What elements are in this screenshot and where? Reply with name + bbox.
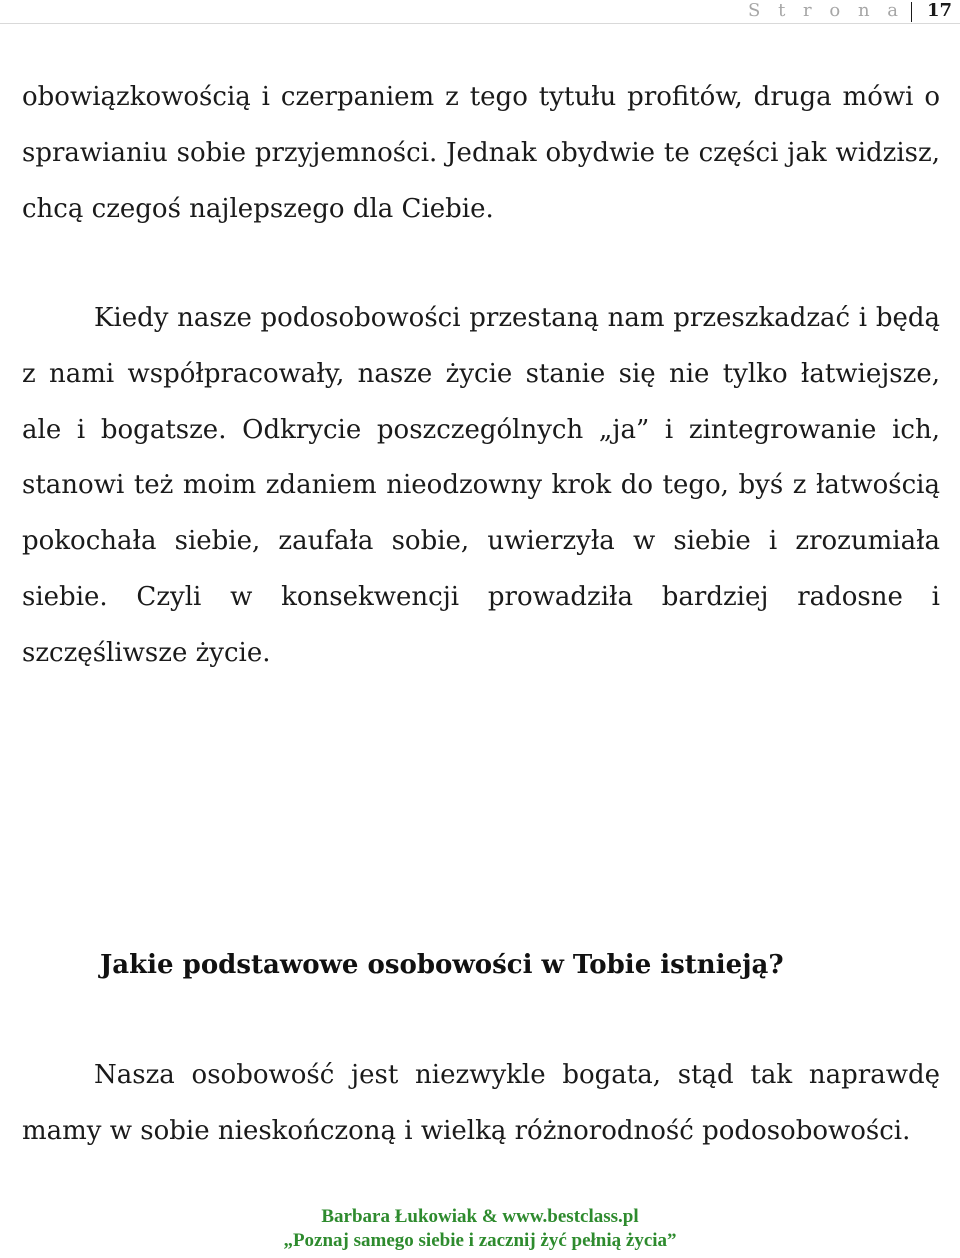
page-header (0, 0, 960, 24)
page-label: S t r o n a (748, 0, 904, 21)
header-separator (911, 2, 912, 22)
header-rule (0, 23, 960, 24)
paragraph-3: Nasza osobowość jest niezwykle bogata, stąd tak naprawdę mamy w sobie nieskończoną i wielką różnorodność podosobowości. (22, 1060, 940, 1146)
section-heading: Jakie podstawowe osobowości w Tobie istnieją? (100, 950, 784, 980)
page-number: 17 (927, 0, 953, 21)
footer-tagline: „Poznaj samego siebie i zacznij żyć pełnią życia” (283, 1230, 677, 1251)
paragraph-1: obowiązkowością i czerpaniem z tego tytułu profitów, druga mówi o sprawianiu sobie przyjemności. Jednak obydwie te części jak widzisz, chcą czegoś najlepszego dla Ciebie. (22, 82, 940, 224)
footer-author: Barbara Łukowiak & www.bestclass.pl (321, 1206, 639, 1227)
paragraph-2: Kiedy nasze podosobowości przestaną nam przeszkadzać i będą z nami współpracowały, nasze życie stanie się nie tylko łatwiejsze, ale i bogatsze. Odkrycie poszczególnych „ja” i zintegrowanie ich, stanowi też moim zdaniem nieodzowny krok do tego, byś z łatwością pokochała siebie, zaufała sobie, uwierzyła w siebie i zrozumiała siebie. Czyli w konsekwencji prowadziła bardziej radosne i szczęśliwsze życie. (22, 303, 940, 668)
